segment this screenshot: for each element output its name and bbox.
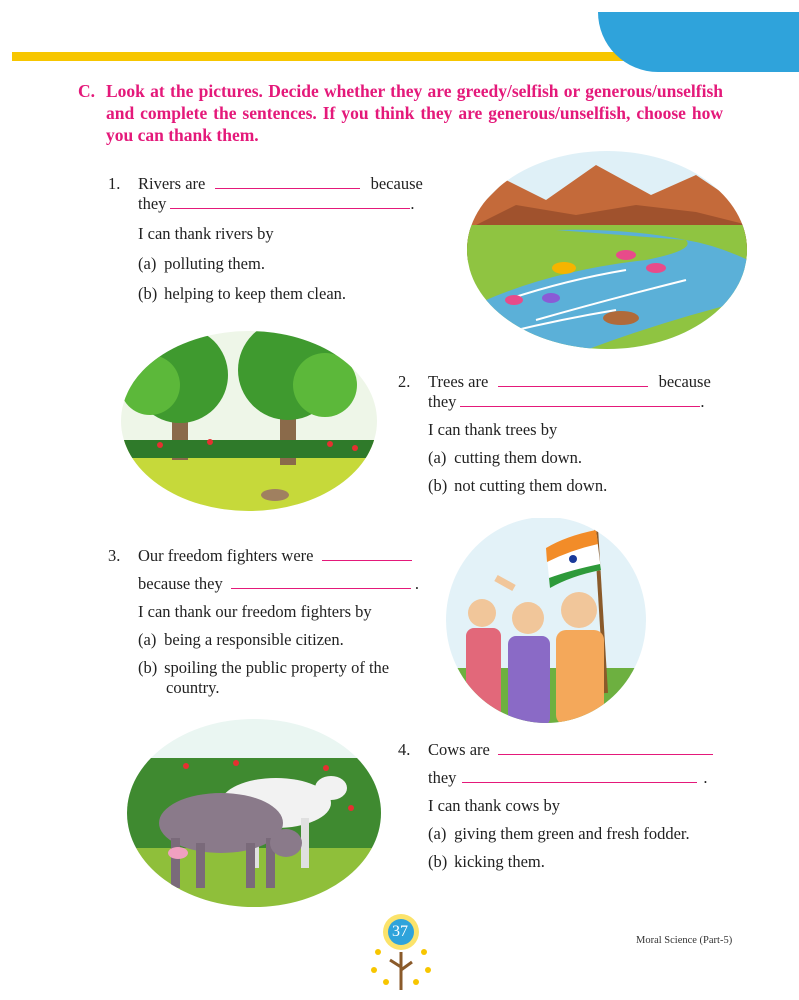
question-text: they bbox=[138, 194, 167, 213]
question-4 bbox=[398, 740, 713, 872]
question-text: because bbox=[370, 174, 423, 193]
header-band bbox=[12, 52, 712, 61]
option-text: spoiling the public property of the bbox=[164, 658, 390, 677]
question-text: Rivers are bbox=[138, 174, 206, 193]
answer-blank[interactable] bbox=[170, 194, 410, 209]
option-a[interactable] bbox=[138, 254, 423, 274]
question-text: Cows are bbox=[428, 740, 490, 759]
option-a[interactable] bbox=[428, 824, 713, 844]
instructions bbox=[78, 80, 723, 146]
thank-line: I can thank rivers by bbox=[138, 224, 274, 243]
option-label: (a) bbox=[428, 448, 447, 467]
question-text: . bbox=[410, 194, 415, 213]
option-b[interactable] bbox=[138, 284, 423, 304]
question-text: Trees are bbox=[428, 372, 489, 391]
option-label: (a) bbox=[428, 824, 447, 843]
option-text: cutting them down. bbox=[454, 448, 582, 467]
question-text: Our freedom fighters were bbox=[138, 546, 314, 565]
option-label: (b) bbox=[138, 284, 158, 303]
option-label: (b) bbox=[138, 658, 158, 677]
option-a[interactable] bbox=[428, 448, 711, 468]
option-text: being a responsible citizen. bbox=[164, 630, 344, 649]
question-text: . bbox=[700, 392, 705, 411]
question-3 bbox=[108, 546, 419, 698]
book-title: Moral Science (Part-5) bbox=[636, 935, 733, 946]
page-number: 37 bbox=[392, 923, 408, 940]
option-text: giving them green and fresh fodder. bbox=[454, 824, 690, 843]
question-text: because they bbox=[138, 574, 223, 593]
answer-blank[interactable] bbox=[462, 768, 697, 783]
answer-blank[interactable] bbox=[231, 574, 411, 589]
option-text: helping to keep them clean. bbox=[164, 284, 347, 303]
question-1 bbox=[108, 174, 423, 304]
option-text: polluting them. bbox=[164, 254, 265, 273]
answer-blank[interactable] bbox=[498, 740, 713, 755]
option-text: country. bbox=[166, 678, 220, 697]
option-b[interactable] bbox=[138, 658, 419, 698]
thank-line: I can thank our freedom fighters by bbox=[138, 602, 372, 621]
option-b[interactable] bbox=[428, 476, 711, 496]
cows-illustration bbox=[126, 718, 382, 908]
option-b[interactable] bbox=[428, 852, 713, 872]
answer-blank[interactable] bbox=[322, 546, 412, 561]
answer-blank[interactable] bbox=[215, 174, 360, 189]
question-2 bbox=[398, 372, 711, 496]
question-number: 2. bbox=[398, 372, 411, 391]
thank-line: I can thank trees by bbox=[428, 420, 558, 439]
answer-blank[interactable] bbox=[498, 372, 648, 387]
question-text: . bbox=[703, 768, 708, 787]
thank-line: I can thank cows by bbox=[428, 796, 560, 815]
question-number: 4. bbox=[398, 740, 411, 759]
question-number: 1. bbox=[108, 174, 121, 193]
question-text: because bbox=[658, 372, 711, 391]
option-label: (b) bbox=[428, 852, 448, 871]
question-text: they bbox=[428, 392, 457, 411]
option-label: (a) bbox=[138, 254, 157, 273]
answer-blank[interactable] bbox=[460, 392, 700, 407]
section-letter: C. bbox=[78, 81, 96, 101]
river-illustration bbox=[466, 150, 748, 350]
question-number: 3. bbox=[108, 546, 121, 565]
question-text: . bbox=[414, 574, 419, 593]
question-text: they bbox=[428, 768, 457, 787]
header-tab bbox=[598, 12, 799, 72]
option-text: not cutting them down. bbox=[454, 476, 608, 495]
option-a[interactable] bbox=[138, 630, 419, 650]
instructions-text: Look at the pictures. Decide whether they are greedy/selfish or generous/unselfish and complete the sentences. If you think they are generous/unselfish, choose how you can thank them. bbox=[106, 81, 723, 145]
option-label: (a) bbox=[138, 630, 157, 649]
option-text: kicking them. bbox=[454, 852, 545, 871]
option-label: (b) bbox=[428, 476, 448, 495]
trees-illustration bbox=[120, 330, 378, 512]
freedom-fighters-illustration bbox=[446, 518, 646, 723]
